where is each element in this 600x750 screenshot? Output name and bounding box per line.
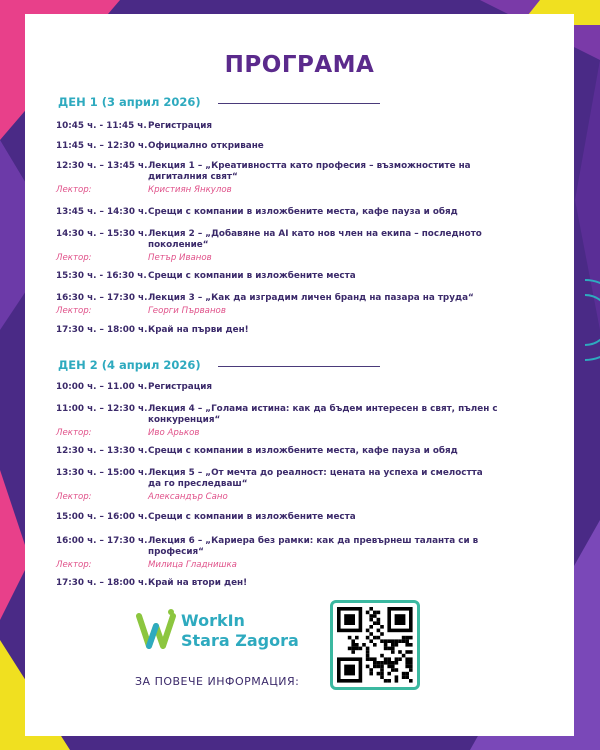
schedule-time: 10:45 ч. - 11:45 ч. (56, 121, 147, 131)
schedule-time: 11:00 ч. – 12:30 ч. (56, 404, 148, 414)
qr-code-pattern (333, 603, 417, 687)
lecturer-name: Милица Гладнишка (148, 560, 237, 570)
lecturer-label: Лектор: (56, 492, 92, 502)
day2-divider (218, 366, 380, 367)
schedule-description: Лекция 5 – „От мечта до реалност: цената на успеха и смелостта да го преследваш“ (148, 468, 483, 489)
more-info-label: ЗА ПОВЕЧЕ ИНФОРМАЦИЯ: (135, 675, 300, 688)
schedule-description: Регистрация (148, 121, 213, 131)
lecturer-name: Александър Сано (148, 492, 228, 502)
schedule-description: Лекция 2 – „Добавяне на AI като нов член на екипа – последното поколение“ (148, 229, 482, 250)
lecturer-name: Георги Първанов (148, 306, 226, 316)
day1-heading: ДЕН 1 (3 април 2026) (58, 95, 201, 109)
workin-logo (135, 608, 305, 658)
schedule-description: Лекция 4 – „Голама истина: как да бъдем интересен в свят, пълен с конкуренция“ (148, 404, 498, 425)
lecturer-name: Кристиян Янкулов (148, 185, 232, 195)
schedule-time: 12:30 ч. – 13:45 ч. (56, 161, 148, 171)
schedule-time: 11:45 ч. – 12:30 ч. (56, 141, 148, 151)
schedule-description: Лекция 6 – „Кариера без рамки: как да превърнеш таланта си в професия“ (148, 536, 479, 557)
schedule-time: 16:30 ч. – 17:30 ч. (56, 293, 148, 303)
lecturer-name: Петър Иванов (148, 253, 212, 263)
schedule-description: Лекция 1 – „Креативността като професия – възможностите на дигиталния свят“ (148, 161, 471, 182)
schedule-time: 13:45 ч. – 14:30 ч. (56, 207, 148, 217)
lecturer-label: Лектор: (56, 306, 92, 316)
lecturer-label: Лектор: (56, 253, 92, 263)
day1-divider (218, 103, 380, 104)
schedule-time: 14:30 ч. – 15:30 ч. (56, 229, 148, 239)
schedule-description: Край на втори ден! (148, 578, 248, 588)
schedule-time: 17:30 ч. – 18:00 ч. (56, 578, 148, 588)
schedule-description: Лекция 3 – „Как да изградим личен бранд на пазара на труда“ (148, 293, 474, 303)
schedule-description: Срещи с компании в изложбените места, кафе пауза и обяд (148, 207, 458, 217)
schedule-time: 13:30 ч. – 15:00 ч. (56, 468, 148, 478)
workin-logo-mark-icon (135, 608, 177, 652)
lecturer-label: Лектор: (56, 185, 92, 195)
schedule-description: Срещи с компании в изложбените места (148, 271, 356, 281)
logo-text-line2: Stara Zagora (181, 631, 299, 650)
schedule-time: 15:30 ч. - 16:30 ч. (56, 271, 147, 281)
schedule-description: Официално откриване (148, 141, 264, 151)
schedule-description: Срещи с компании в изложбените места, кафе пауза и обяд (148, 446, 458, 456)
schedule-description: Регистрация (148, 382, 213, 392)
day2-heading: ДЕН 2 (4 април 2026) (58, 358, 201, 372)
page-title: ПРОГРАМА (224, 52, 375, 78)
schedule-time: 15:00 ч. – 16:00 ч. (56, 512, 148, 522)
schedule-description: Край на първи ден! (148, 325, 249, 335)
qr-code-icon[interactable] (330, 600, 420, 690)
lecturer-label: Лектор: (56, 560, 92, 570)
lecturer-name: Иво Арьков (148, 428, 200, 438)
schedule-time: 12:30 ч. – 13:30 ч. (56, 446, 148, 456)
schedule-time: 16:00 ч. – 17:30 ч. (56, 536, 148, 546)
schedule-description: Срещи с компании в изложбените места (148, 512, 356, 522)
logo-text-line1: WorkIn (181, 611, 245, 630)
schedule-time: 10:00 ч. – 11.00 ч. (56, 382, 148, 392)
schedule-time: 17:30 ч. – 18:00 ч. (56, 325, 148, 335)
lecturer-label: Лектор: (56, 428, 92, 438)
